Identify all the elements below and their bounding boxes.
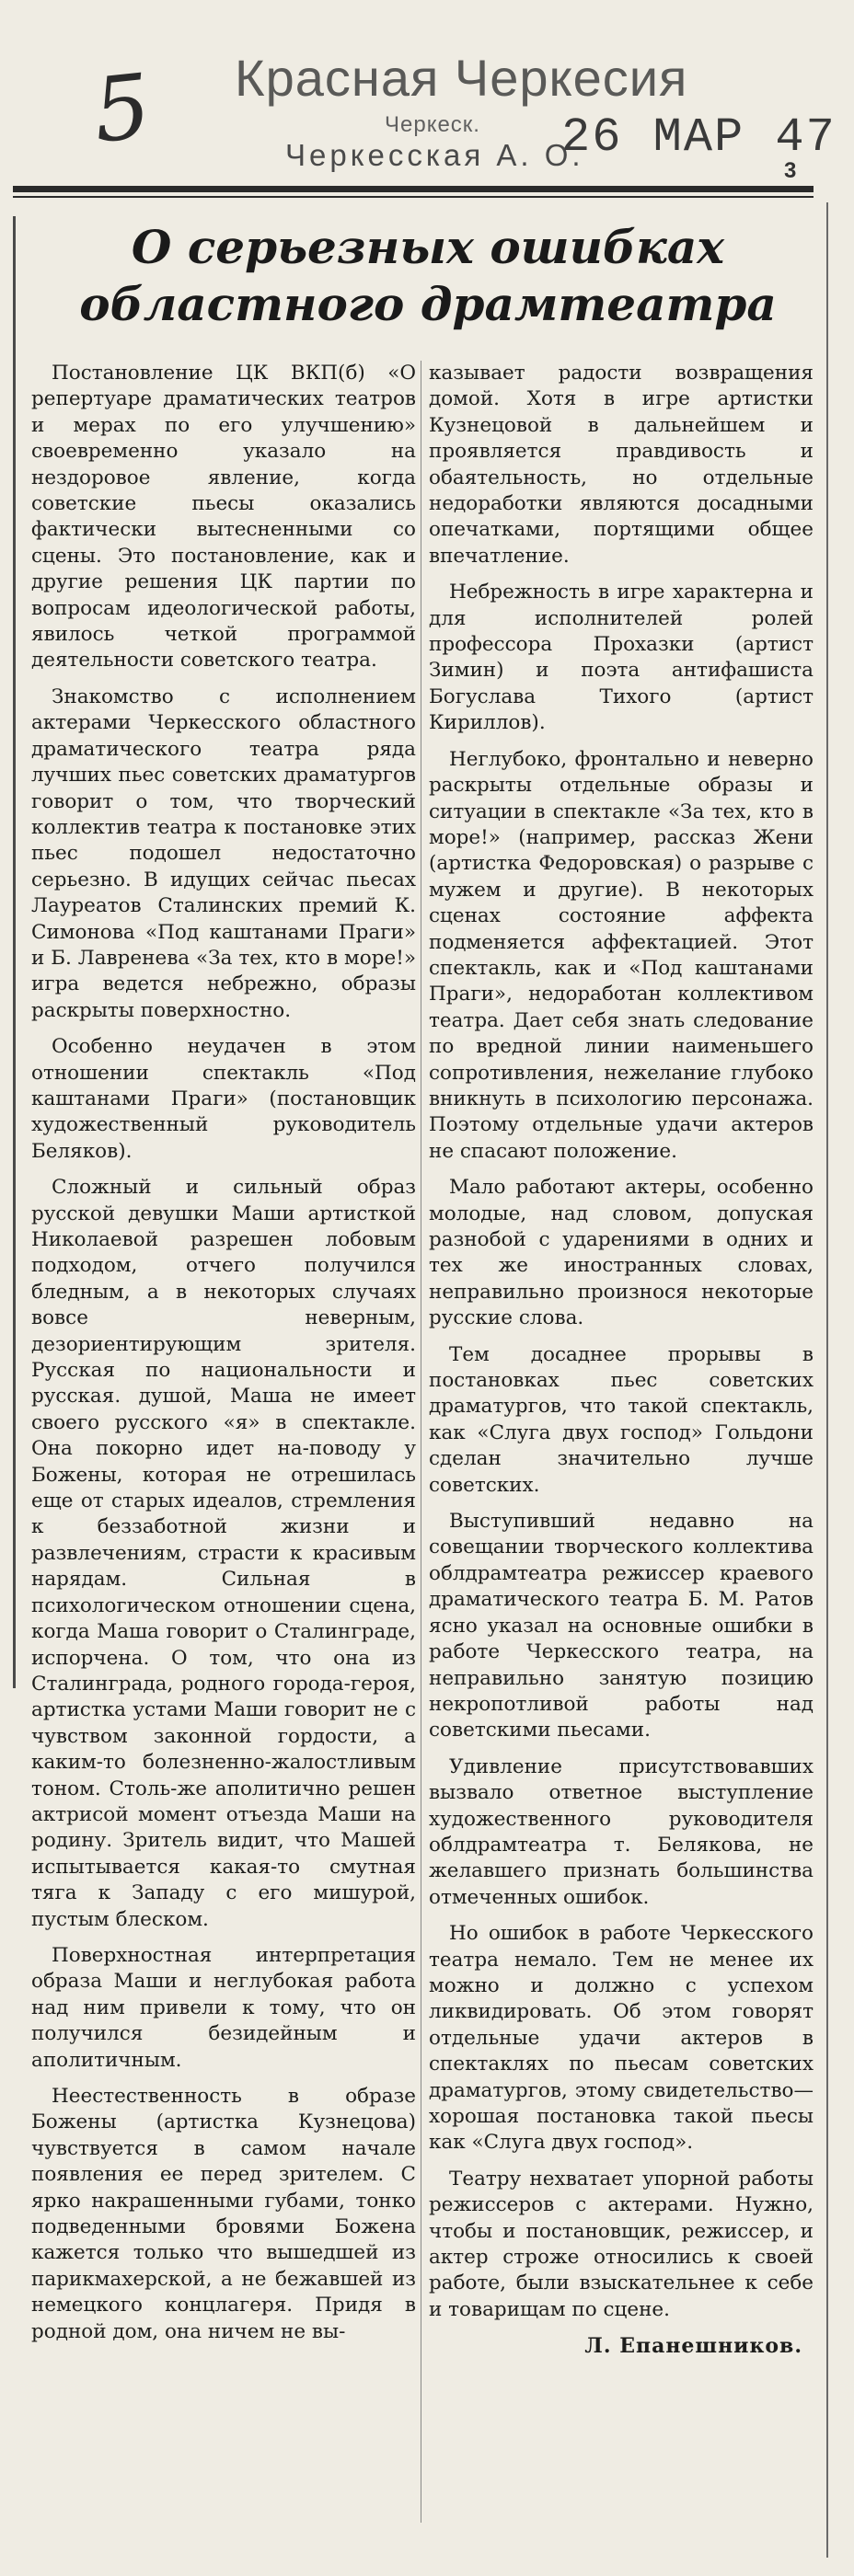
author-signature: Л. Епанешников. xyxy=(584,2334,802,2359)
paragraph: Сложный и сильный образ русской девушки Маши артисткой Николаевой разрешен лобовым подходом, отчего получился бледным, а в некоторых случаях вовсе неверным, дезориентирующим зрителя. Русская по национальности и русская. душой, Маша не имеет своего русского «я» в спектакле. Она покорно идет на-поводу у Божены, которая не отрешилась еще от старых идеалов, стремления к беззаботной жизни и развлечениям, страсти к красивым нарядам. Сильная в психологическом отношении сцена, когда Маша говорит о Сталинграде, испорчена. О том, что она из Сталинграда, родного города-героя, артистка устами Маши говорит не с чувством законной гордости, а каким-то болезненно-жалостливым тоном. Столь-же аполитично решен актрисой момент отъезда Маши на родину. Зритель видит, что Машей испытывается какая-то смутная тяга к Западу с его мишурой, пустым блеском. xyxy=(31,1176,416,1931)
headline-line-2: областного драмтеатра xyxy=(79,277,777,331)
paragraph: Выступивший недавно на совещании творческого коллектива облдрамтеатра режиссер краевого драматического театра Б. М. Ратов ясно указал на основные ошибки в работе Черкесского театра, на неправильно занятую позицию некропотливой работы над советскими пьесами. xyxy=(429,1510,814,1742)
article-headline xyxy=(37,219,819,333)
paragraph-continuation: казывает радости возвращения домой. Хотя в игре артистки Кузнецовой в дальнейшем и проявляется правдивость и обаятельность, но отдельные недоработки являются досадными опечатками, портящими общее впечатление. xyxy=(429,362,814,568)
paragraph: Небрежность в игре характерна и для исполнителей ролей профессора Прохазки (артист Зимин) и поэта антифашиста Богуслава Тихого (артист Кириллов). xyxy=(429,581,814,735)
article-column-left xyxy=(31,361,416,2355)
region-stamp: Черкесская А. О. xyxy=(285,138,584,172)
paragraph: Особенно неудачен в этом отношении спектакль «Под каштанами Праги» (постановщик художественный руководитель Беляков). xyxy=(31,1035,416,1163)
page-number: 3 xyxy=(784,158,797,183)
left-border-line xyxy=(13,216,16,1688)
paragraph: Постановление ЦК ВКП(б) «О репертуаре драматических театров и мерах по его улучшению» своевременно указало на нездоровое явление, когда советские пьесы оказались фактически вытесненными со сцены. Это постановление, как и другие решения ЦК партии по вопросам идеологической работы, явилось четкой программой деятельности советского театра. xyxy=(31,362,416,673)
right-border-line xyxy=(826,202,828,2558)
city-stamp: Черкеск. xyxy=(385,112,480,137)
headline-line-1: О серьезных ошибках xyxy=(131,220,725,274)
header-rule-thick xyxy=(13,186,814,192)
paragraph: Театру нехватает упорной работы режиссеров с актерами. Нужно, чтобы и постановщик, режиссер, и актер строже относились к своей работе, были взыскательнее к себе и товарищам по сцене. xyxy=(429,2167,814,2321)
header-rule-thin xyxy=(13,196,814,198)
handwritten-number: 5 xyxy=(88,54,156,163)
paragraph: Поверхностная интерпретация образа Маши и неглубокая работа над ним привели к тому, что он получился безидейным и аполитичным. xyxy=(31,1943,416,2072)
date-stamp: 26 МАР 47 xyxy=(561,110,837,165)
paragraph: Тем досаднее прорывы в постановках пьес советских драматургов, что такой спектакль, как «Слуга двух господ» Гольдони сделан значительно лучше советских. xyxy=(429,1342,814,1497)
paragraph: Удивление присутствовавших вызвало ответное выступление художественного руководителя облдрамтеатра т. Белякова, не желавшего признать большинства отмеченных ошибок. xyxy=(429,1754,814,1909)
newspaper-name: Красная Черкесия xyxy=(235,49,688,107)
paragraph: Знакомство с исполнением актерами Черкесского областного драматического театра ряда лучших пьес советских драматургов говорит о том, что творческий коллектив театра к постановке этих пьес подошел недостаточно серьезно. В идущих сейчас пьесах Лауреатов Сталинских премий К. Симонова «Под каштанами Праги» и Б. Лавренева «За тех, кто в море!» игра ведется небрежно, образы раскрыты поверхностно. xyxy=(31,684,416,1022)
paragraph: Неглубоко, фронтально и неверно раскрыты отдельные образы и ситуации в спектакле «За тех, кто в море!» (например, рассказ Жени (артистка Федоровская) о разрыве с мужем и другие). В некоторых сценах состояние аффекта подменяется аффектацией. Этот спектакль, как и «Под каштанами Праги», недоработан коллективом театра. Дает себя знать следование по вредной линии наименьшего сопротивления, нежелание глубоко вникнуть в психологию персонажа. Поэтому отдельные удачи актеров не спасают положение. xyxy=(429,747,814,1163)
paragraph: Мало работают актеры, особенно молодые, над словом, допуская разнобой с ударениями в одних и тех же иностранных словах, неправильно произнося некоторые русские слова. xyxy=(429,1176,814,1330)
article-column-right xyxy=(429,361,814,2360)
paragraph: Но ошибок в работе Черкесского театра немало. Тем не менее их можно и должно с успехом ликвидировать. Об этом говорят отдельные удачи актеров в спектаклях по пьесам советских драматургов, этому свидетельство—хорошая постановка такой пьесы как «Слуга двух господ». xyxy=(429,1922,814,2155)
paragraph: Неестественность в образе Божены (артистка Кузнецова) чувствуется в самом начале появления ее перед зрителем. С ярко накрашенными губами, тонко подведенными бровями Божена кажется только что вышедшей из парикмахерской, а не бежавшей из немецкого концлагеря. Придя в родной дом, она ничем не вы- xyxy=(31,2085,416,2343)
